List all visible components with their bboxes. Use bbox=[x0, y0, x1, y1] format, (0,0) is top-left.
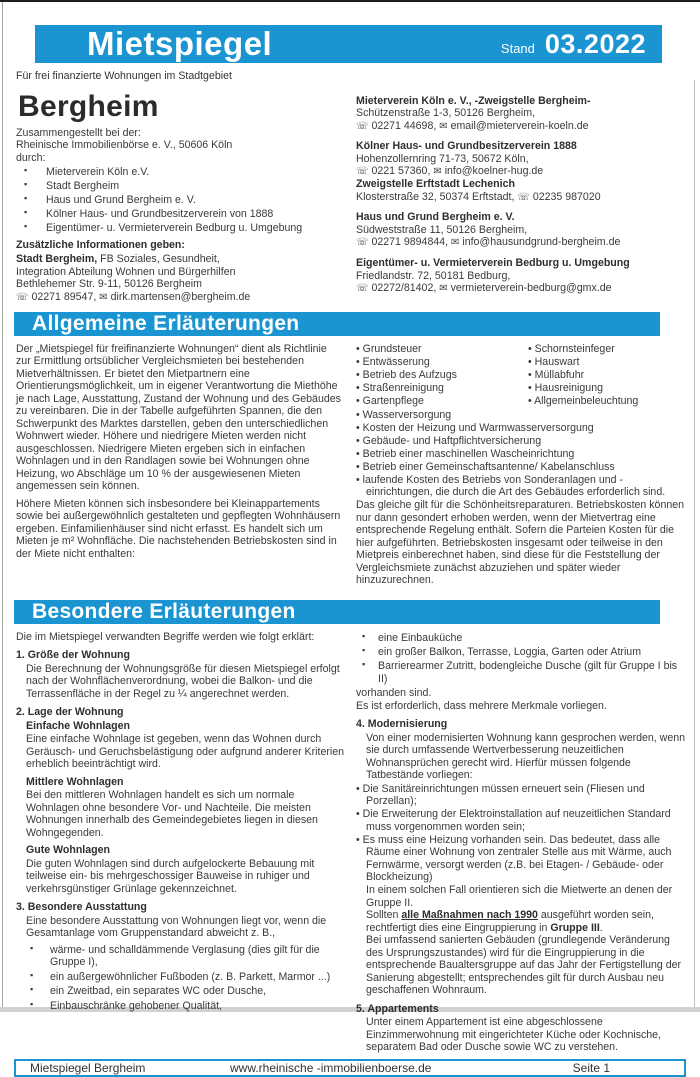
footer-url: www.rheinische -immobilienboerse.de bbox=[230, 1060, 432, 1075]
list-item: ▪ Mieterverein Köln e.V. bbox=[16, 166, 346, 179]
list-item: • Kosten der Heizung und Warmwasserversorgung bbox=[356, 422, 686, 435]
section-header-general: Allgemeine Erläuterungen bbox=[14, 312, 660, 336]
costs-list-wide bbox=[356, 409, 686, 499]
additional-email: dirk.martensen@bergheim.de bbox=[110, 290, 251, 303]
list-item: ▪ ein Zweitbad, ein separates WC oder Dusche, bbox=[16, 985, 344, 998]
item2-sub2-body: Bei den mittleren Wohnlagen handelt es sich um normale Wohnlagen ohne besondere Vor- und Nachteile. Die meisten Wohnungen innerhalb des Gemeindegebietes liegen in diesen Wohngegenden. bbox=[26, 789, 318, 839]
email-icon: ✉ bbox=[99, 291, 108, 303]
equipment-after-1: vorhanden sind. bbox=[356, 687, 432, 700]
list-item: ▪ Haus und Grund Bergheim e. V. bbox=[16, 194, 346, 207]
scan-edge-left bbox=[2, 2, 3, 1012]
list-item: • Gartenpflege bbox=[356, 395, 528, 408]
list-item: • Wasserversorgung bbox=[356, 409, 686, 422]
phone-icon: ☏ bbox=[16, 291, 29, 303]
contact-phone: 0221 57360, bbox=[371, 165, 431, 178]
contact-name: Eigentümer- u. Vermieterverein Bedburg u. Umgebung bbox=[356, 257, 630, 270]
list-item: ▪ Einbauschränke gehobener Qualität, bbox=[16, 1000, 344, 1013]
phone-icon: ☏ bbox=[517, 191, 530, 203]
contact-branch-phone: 02235 987020 bbox=[532, 190, 601, 203]
email-icon: ✉ bbox=[433, 166, 442, 178]
contact-address: Südweststraße 11, 50126 Bergheim, bbox=[356, 223, 528, 236]
city-title: Bergheim bbox=[18, 89, 159, 123]
costs-list-b bbox=[528, 343, 642, 409]
list-item: • Schornsteinfeger bbox=[528, 343, 642, 356]
contact-name: Mieterverein Köln e. V., -Zweigstelle Bergheim- bbox=[356, 94, 591, 107]
list-item: • Betrieb des Aufzugs bbox=[356, 369, 528, 382]
phone-icon: ☏ bbox=[356, 237, 369, 249]
list-item: • Die Sanitäreinrichtungen müssen erneuert sein (Fliesen und Porzellan); bbox=[356, 783, 686, 808]
additional-line2: Integration Abteilung Wohnen und Bürgerhilfen bbox=[16, 265, 236, 278]
item2-heading: 2. Lage der Wohnung bbox=[16, 706, 124, 719]
special-right-column bbox=[356, 631, 686, 1059]
list-item: ▪ Barrierearmer Zutritt, bodengleiche Dusche (gilt für Gruppe I bis II) bbox=[356, 660, 686, 685]
stand-label: Stand bbox=[500, 40, 535, 56]
general-right-column bbox=[356, 343, 686, 592]
page-footer bbox=[14, 1059, 686, 1077]
item4-paragraph-1: In einem solchen Fall orientieren sich die Mietwerte an denen der Gruppe II. bbox=[366, 884, 673, 909]
item4-paragraph-3: Bei umfassend sanierten Gebäuden (grundlegende Veränderung des Ursprungszustandes) wird für die Eingruppierung in die entsprechende Baualtersgruppe auf das Jahr der Fertigstellung der Sanierung abgestellt; entsprechendes gilt für durch Ausbau neu geschaffenen Wohnraum. bbox=[366, 934, 682, 997]
item4-bullet-list bbox=[356, 783, 686, 884]
item1-heading: 1. Größe der Wohnung bbox=[16, 649, 130, 662]
additional-org-line bbox=[16, 253, 346, 266]
contact-address: Friedlandstr. 72, 50181 Bedburg, bbox=[356, 269, 511, 282]
stand-block bbox=[501, 29, 662, 60]
item4-p2-group: Gruppe III bbox=[550, 921, 600, 934]
list-item: • Entwässerung bbox=[356, 356, 528, 369]
compiled-line1: Zusammengestellt bei der: bbox=[16, 126, 141, 139]
general-section bbox=[14, 343, 686, 592]
section-header-special: Besondere Erläuterungen bbox=[14, 600, 660, 624]
contact-email: info@hausundgrund-bergheim.de bbox=[462, 236, 621, 249]
contact-email: vermieterverein-bedburg@gmx.de bbox=[450, 282, 612, 295]
item1-body: Die Berechnung der Wohnungsgröße für diesen Mietspiegel erfolgt nach der Wohnflächenverordnung, wobei die Balkon- und die Terrassenfläche in der Regel zu ¼ angerechnet werden. bbox=[26, 662, 340, 700]
contact-line bbox=[356, 165, 686, 178]
list-item: ▪ Stadt Bergheim bbox=[16, 180, 346, 193]
list-item: • Hauswart bbox=[528, 356, 642, 369]
compiled-line2: Rheinische Immobilienbörse e. V., 50606 Köln bbox=[16, 139, 233, 152]
top-section bbox=[14, 87, 686, 304]
contact-line bbox=[356, 282, 686, 295]
contact-block bbox=[356, 257, 686, 295]
contact-phone: 02272/81402, bbox=[371, 282, 437, 295]
phone-icon: ☏ bbox=[356, 120, 369, 132]
list-item: ▪ ein außergewöhnlicher Fußboden (z. B. Parkett, Marmor ...) bbox=[16, 971, 344, 984]
list-item: • Grundsteuer bbox=[356, 343, 528, 356]
contact-name: Kölner Haus- und Grundbesitzerverein 1888 bbox=[356, 140, 577, 153]
item4-body: Von einer modernisierten Wohnung kann gesprochen werden, wenn sie durch umfassende Wertverbesserung neuzeitlichen Wohnansprüchen gerecht wird. Hierfür müssen folgende Tatbestände vorliegen: bbox=[366, 731, 686, 782]
additional-line3: Bethlehemer Str. 9-11, 50126 Bergheim bbox=[16, 278, 202, 291]
list-item: ▪ ein großer Balkon, Terrasse, Loggia, Garten oder Atrium bbox=[356, 646, 686, 659]
list-item: ▪ wärme- und schalldämmende Verglasung (dies gilt für die Gruppe I), bbox=[16, 944, 344, 969]
footer-page-number: Seite 1 bbox=[572, 1060, 610, 1075]
phone-icon: ☏ bbox=[356, 166, 369, 178]
contact-phone: 02271 9894844, bbox=[371, 236, 449, 249]
additional-phone: 02271 89547, bbox=[31, 290, 97, 303]
email-icon: ✉ bbox=[451, 237, 460, 249]
costs-two-columns bbox=[356, 343, 686, 409]
list-item: • laufende Kosten des Betriebs von Sonderanlagen und -einrichtungen, die durch die Art des Gebäudes erforderlich sind. bbox=[356, 474, 686, 499]
item4-p2-part-e: . bbox=[599, 921, 603, 934]
item4-p2-part-a: Sollten bbox=[366, 909, 402, 922]
list-item: ▪ Eigentümer- u. Vermieterverein Bedburg u. Umgebung bbox=[16, 222, 346, 235]
item2-sub1-heading: Einfache Wohnlagen bbox=[26, 719, 130, 732]
contact-email: info@koelner-hug.de bbox=[444, 165, 544, 178]
document-page bbox=[6, 2, 694, 1075]
list-item: • Hausreinigung bbox=[528, 382, 642, 395]
list-item: • Es muss eine Heizung vorhanden sein. Das bedeutet, dass alle Räume einer Wohnung von zentraler Stelle aus mit Wärme, auch Fernwärme, versorgt werden (z.B. bei Etagen- / Gebäude- oder Blockheizung) bbox=[356, 834, 686, 884]
title-bar bbox=[35, 25, 662, 63]
item4-p2-highlight: alle Maßnahmen nach 1990 bbox=[401, 909, 538, 922]
list-item: • Allgemeinbeleuchtung bbox=[528, 395, 642, 408]
list-item: ▪ Kölner Haus- und Grundbesitzerverein von 1888 bbox=[16, 208, 346, 221]
item5-body: Unter einem Appartement ist eine abgeschlossene Einzimmerwohnung mit eingerichteter Küche oder Kochnische, separatem Bad oder Dusche sowie WC zu verstehen. bbox=[366, 1016, 662, 1054]
item3-body: Eine besondere Ausstattung von Wohnungen liegt vor, wenn die Gesamtanlage vom Gruppenstandard abweicht z. B., bbox=[26, 914, 327, 940]
contact-name: Haus und Grund Bergheim e. V. bbox=[356, 211, 515, 224]
list-item: ▪ eine Einbauküche bbox=[356, 632, 686, 645]
special-section bbox=[14, 631, 686, 1059]
item2-sub1-body: Eine einfache Wohnlage ist gegeben, wenn das Wohnen durch Geräusch- und Geruchsbelästigung oder aufgrund anderer Kriterien erheblich beeinträchtigt wird. bbox=[26, 733, 345, 771]
item2-sub2-heading: Mittlere Wohnlagen bbox=[26, 775, 124, 788]
additional-org-rest: FB Soziales, Gesundheit, bbox=[97, 253, 220, 266]
additional-heading: Zusätzliche Informationen geben: bbox=[16, 238, 185, 251]
contact-address: Hohenzollernring 71-73, 50672 Köln, bbox=[356, 152, 529, 165]
list-item: • Die Erweiterung der Elektroinstallation auf neuzeitlichen Standard muss vorgenommen worden sein; bbox=[356, 808, 686, 833]
email-icon: ✉ bbox=[439, 283, 448, 295]
general-paragraph-1: Der „Mietspiegel für freifinanzierte Wohnungen“ dient als Richtlinie zur Ermittlung ortsüblicher Vergleichsmieten bei bestehenden Mietverhältnissen. Er bietet den Mietpartnern eine Orientierungsmöglichkeit, um in eigener Verantwortung die Miethöhe je nach Lage, Ausstattung, Zustand der Wohnung und des Gebäudes zu vereinbaren. Die in der Tabelle aufgeführten Spannen, die den Schwerpunkt des Marktes darstellen, geben den unterschiedlichen Wohnwert wieder. Höhere und niedrigere Mieten werden nicht ausgeschlossen. Niedrigere Mieten ergeben sich in einfachen Wohnlagen und in den Randlagen sowie bei Wohnungen ohne Heizung, wo Abschläge um 10 % der ausgewiesenen Mieten angemessen sein können. bbox=[16, 342, 341, 493]
contacts-column bbox=[356, 87, 686, 304]
stand-value: 03.2022 bbox=[544, 28, 646, 59]
special-left-column bbox=[14, 631, 344, 1059]
additional-contact-line bbox=[16, 291, 346, 304]
contact-email: email@mieterverein-koeln.de bbox=[450, 119, 589, 132]
general-left-column bbox=[14, 343, 344, 592]
scan-edge-right bbox=[694, 80, 695, 1012]
email-icon: ✉ bbox=[439, 120, 448, 132]
general-closing-paragraph: Das gleiche gilt für die Schönheitsreparaturen. Betriebskosten können nur dann gesondert erhoben werden, wenn der Mietvertrag eine entsprechende Regelung enthält. Sofern die Parteien Kosten für die hier aufgeführten. Betriebskosten insgesamt oder teilweise in den Mietpreis einberechnet haben, sind diese für die Feststellung der Vergleichsmiete zunächst abzuziehen und später wieder hinzuzurechnen. bbox=[356, 499, 685, 587]
equipment-bullet-list bbox=[356, 632, 686, 685]
contact-line bbox=[356, 236, 686, 249]
item3-bullet-list bbox=[16, 944, 344, 1013]
contact-phone: 02271 44698, bbox=[371, 119, 437, 132]
contact-address: Schützenstraße 1-3, 50126 Bergheim, bbox=[356, 107, 536, 119]
list-item: • Gebäude- und Haftpflichtversicherung bbox=[356, 435, 686, 448]
compiled-line3: durch: bbox=[16, 151, 46, 164]
contact-block bbox=[356, 140, 686, 203]
contact-line bbox=[356, 120, 686, 133]
contact-branch-line bbox=[356, 191, 686, 204]
item4-p2-part-c: ausgeführt worden sein, rechtfertigt dies eine Eingruppierung in bbox=[366, 909, 654, 934]
additional-info bbox=[16, 239, 346, 304]
document-subtitle: Für frei finanzierte Wohnungen im Stadtgebiet bbox=[16, 70, 232, 82]
list-item: • Betrieb einer Gemeinschaftsantenne/ Kabelanschluss bbox=[356, 461, 686, 474]
contact-branch-name: Zweigstelle Erftstadt Lechenich bbox=[356, 178, 515, 191]
item3-heading: 3. Besondere Ausstattung bbox=[16, 901, 147, 914]
equipment-after-2: Es ist erforderlich, dass mehrere Merkmale vorliegen. bbox=[356, 699, 607, 712]
costs-list-a bbox=[356, 343, 528, 409]
document-title: Mietspiegel bbox=[87, 25, 273, 62]
phone-icon: ☏ bbox=[356, 283, 369, 295]
member-list bbox=[16, 166, 346, 235]
item2-sub3-body: Die guten Wohnlagen sind durch aufgelockerte Bebauung mit teilweise ein- bis mehrgeschossiger Bauweise in ruhiger und verkehrsgünstiger Grünlage gekennzeichnet. bbox=[26, 857, 315, 895]
item4-heading: 4. Modernisierung bbox=[356, 718, 448, 731]
general-paragraph-2: Höhere Mieten können sich insbesondere bei Kleinappartements sowie bei außergewöhnlich gestalteten und gepflegten Wohnhäusern ergeben. Einfamilienhäuser sind nicht erfasst. Es handelt sich um Mieten je m² Wohnfläche. Die nachstehenden Betriebskosten sind in der Miete nicht enthalten: bbox=[16, 497, 341, 560]
list-item: • Straßenreinigung bbox=[356, 382, 528, 395]
list-item: • Betrieb einer maschinellen Wascheinrichtung bbox=[356, 448, 686, 461]
footer-title: Mietspiegel Bergheim bbox=[30, 1060, 146, 1075]
additional-org: Stadt Bergheim, bbox=[16, 253, 98, 266]
contact-block bbox=[356, 95, 686, 133]
compiled-column bbox=[14, 87, 346, 304]
item5-heading: 5. Appartements bbox=[356, 1002, 439, 1015]
item4-paragraph-2 bbox=[356, 909, 686, 934]
contact-branch-address: Klosterstraße 32, 50374 Erftstadt, bbox=[356, 190, 515, 203]
special-intro: Die im Mietspiegel verwandten Begriffe werden wie folgt erklärt: bbox=[16, 630, 315, 643]
contact-block bbox=[356, 211, 686, 249]
list-item: • Müllabfuhr bbox=[528, 369, 642, 382]
item2-sub3-heading: Gute Wohnlagen bbox=[26, 844, 110, 857]
